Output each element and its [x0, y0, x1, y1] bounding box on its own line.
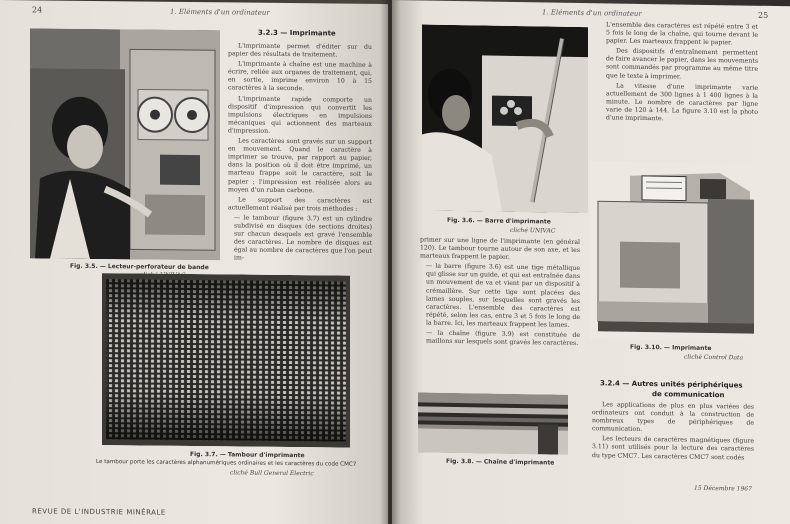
fig-3-8-caption: Fig. 3.8. — Chaîne d'imprimante	[446, 457, 555, 467]
paragraph: Les caractères sont gravés sur un support en mouvement. Quand le caractère à imprimer se trouve, par rapport au papier, dans la position où il doit être imprimé, un marteau frappe soit le caractère, soit le papier ; l'impression est réalisée alors au moyen d'un ruban carbone.	[228, 137, 372, 194]
paragraph: — la barre (figure 3.6) est une tige métallique qui glisse sur un guide, et qui est entraînée dans un mouvement de va et vient par un dispositif à crémaillère. Sur cette tige sont placées des lames souples, sur lesquelles sont gravés les caractères. L'ensemble des caractères est répété, selon les cas, entre 3 et 5 fois le long de la barre. Ici, les marteaux frappent les lames.	[426, 262, 580, 329]
section-3-2-3-heading: 3.2.3 — Imprimante	[258, 28, 336, 38]
paragraph: L'imprimante rapide comporte un dispositif d'impression qui convertit les impulsions électriques en impulsions mécaniques qui actionnent des marteaux d'impression.	[228, 95, 372, 135]
page-number-right: 25	[758, 10, 769, 20]
right-text-column-top	[606, 21, 758, 127]
paragraph: — le tambour (figure 3.7) est un cylindre subdivisé en disques (de sections droites) sur chacun desquels est gravé l'ensemble des caractères. Le nombre de disques est égal au nombre de caractères que l'on peut im-	[234, 214, 372, 262]
paragraph: primer sur une ligne de l'imprimante (en général 120). Le tambour tourne autour de son axe, et les marteaux frappent le papier.	[420, 236, 580, 262]
fig-3-7-photo	[102, 273, 350, 448]
fig-3-10-credit: cliché Control Data	[684, 353, 744, 362]
fig-3-7-credit: cliché Bull General Electric	[230, 469, 314, 478]
right-page	[392, 0, 790, 524]
fig-3-8-photo	[418, 392, 568, 454]
right-text-column-1	[420, 236, 580, 350]
paragraph: Le support des caractères est actuellement réalisé par trois méthodes :	[228, 196, 372, 213]
left-page	[0, 0, 388, 524]
paragraph: Les lecteurs de caractères magnétiques (figure 3.11) sont utilisés pour la lecture des caractères du type CMC7. Les caractères CMC7 sont codés	[592, 435, 754, 462]
footer-journal-title: REVUE DE L'INDUSTRIE MINÉRALE	[32, 507, 166, 517]
paragraph: La vitesse d'une imprimante varie actuellement de 300 lignes à 1 400 lignes à la minute. Le nombre de caractères par ligne varie de 120 à 144. La figure 3.10 est la photo d'une imprimante.	[606, 82, 758, 123]
fig-3-10-caption: Fig. 3.10. — Imprimante	[630, 343, 712, 353]
fig-3-10-photo	[590, 161, 758, 342]
paragraph: L'imprimante à chaîne est une machine à écrire, reliée aux organes de traitement, qui, en sortie, imprime environ 10 à 15 caractères à la seconde.	[228, 60, 372, 93]
section-3-2-4-heading-line2: de communication	[652, 390, 725, 400]
paragraph: L'ensemble des caractères est répété entre 3 et 5 fois le long de la chaîne, qui tourne devant le papier. Les marteaux frappent le papier.	[606, 21, 758, 47]
running-header-left: 1. Eléments d'un ordinateur	[170, 7, 270, 17]
fig-3-6-photo	[422, 24, 588, 213]
fig-3-6-credit: cliché UNIVAC	[510, 226, 556, 235]
running-header-right: 1. Eléments d'un ordinateur	[542, 8, 642, 18]
fig-3-6-caption: Fig. 3.6. — Barre d'imprimante	[447, 216, 551, 226]
paragraph: L'imprimante permet d'éditer sur du papier des résultats de traitement.	[228, 42, 372, 59]
section-3-2-4-heading: 3.2.4 — Autres unités périphériques	[600, 379, 743, 390]
paragraph: — la chaîne (figure 3.9) est constituée de maillons sur lesquels sont gravés les caractères.	[426, 329, 580, 348]
paragraph: Les applications de plus en plus variées des ordinateurs ont conduit à la construction de nombreux types de périphériques de communication.	[592, 401, 754, 434]
fig-3-5-photo	[30, 28, 220, 260]
left-text-column	[228, 42, 372, 266]
paragraph: Des dispositifs d'entraînement permettent de faire avancer le papier, dans les mouvements sont commandés par programme au même titre que le texte à imprimer.	[606, 47, 758, 81]
fig-3-7-caption: Fig. 3.7. — Tambour d'imprimante	[190, 450, 305, 460]
fig-3-5-caption: Fig. 3.5. — Lecteur-perforateur de bande	[70, 262, 209, 272]
book-gutter	[380, 0, 400, 524]
fig-3-7-caption-detail: Le tambour porte les caractères alphanumériques ordinaires et les caractères du code CMC7	[96, 459, 357, 468]
page-number-left: 24	[32, 5, 43, 15]
right-text-column-bottom	[592, 401, 754, 464]
footer-date: 15 Décembre 1967	[694, 484, 752, 493]
